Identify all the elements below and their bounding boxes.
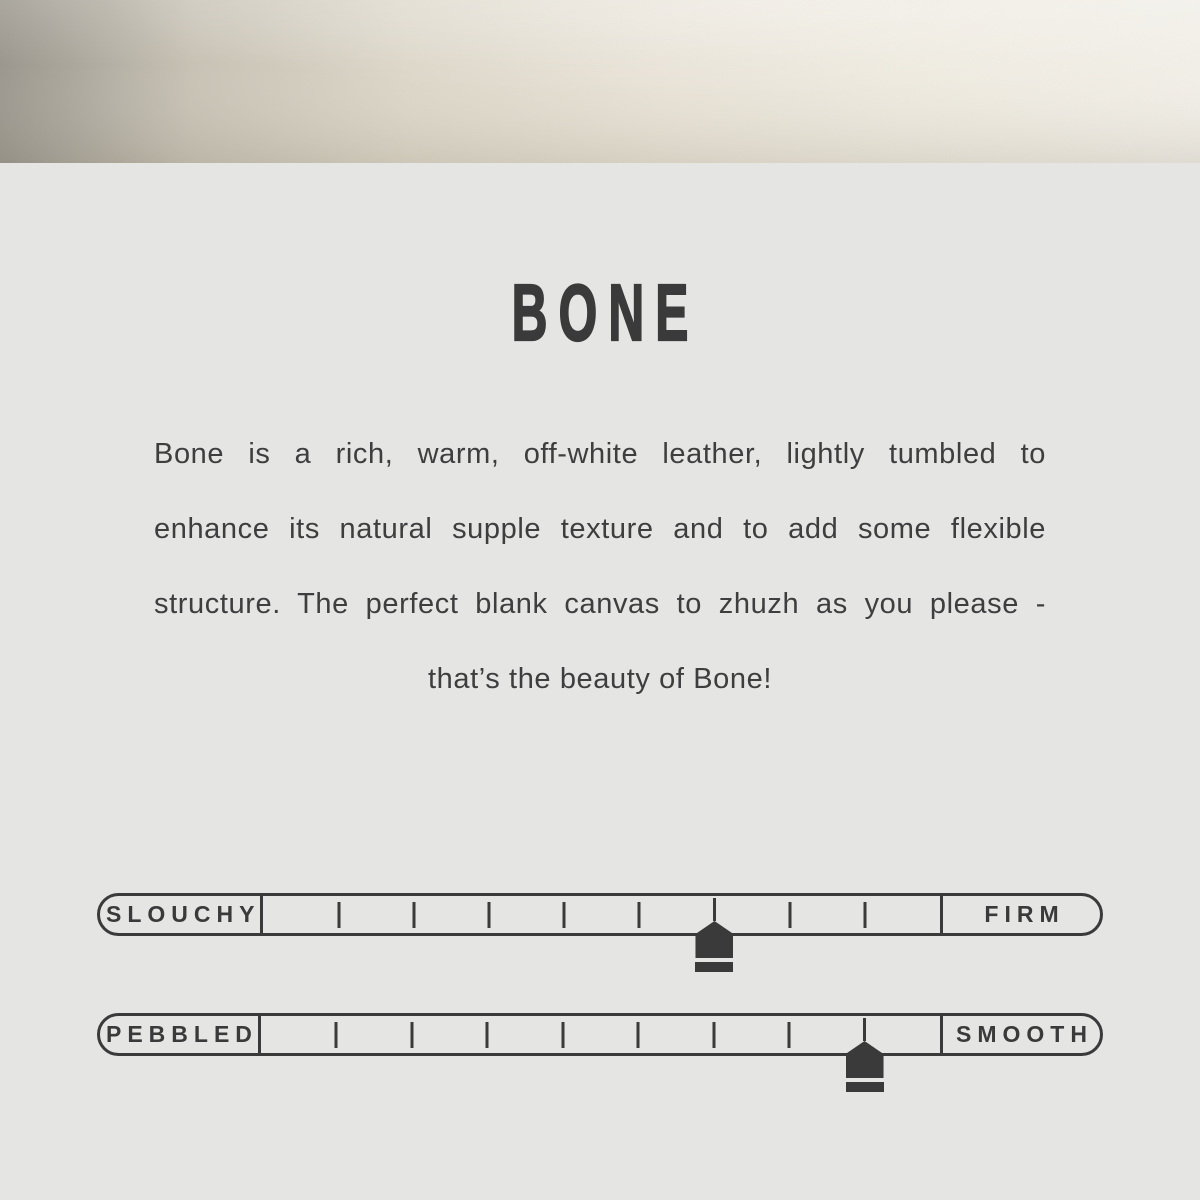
texture-scale-track (261, 1016, 940, 1053)
firmness-marker-indicator (695, 898, 733, 972)
scale-label-pebbled: PEBBLED (100, 1016, 261, 1053)
scale-label-firm: FIRM (940, 896, 1100, 933)
marker-tick (713, 898, 716, 921)
marker-tick (863, 1018, 866, 1041)
leather-texture-image (0, 0, 1200, 163)
scale-label-smooth: SMOOTH (940, 1016, 1100, 1053)
attribute-scales (0, 893, 1200, 1056)
scale-tick (637, 1022, 640, 1048)
firmness-scale-track (263, 896, 940, 933)
scale-tick (486, 1022, 489, 1048)
firmness-scale (97, 893, 1103, 936)
scale-tick (410, 1022, 413, 1048)
leather-description (154, 417, 1046, 717)
scale-tick (335, 1022, 338, 1048)
texture-marker-indicator (846, 1018, 884, 1092)
marker-pointer-icon (695, 921, 733, 958)
leather-texture-graphic (0, 0, 1200, 163)
scale-tick (788, 902, 791, 928)
description-line: enhance its natural supple texture and to add some flexible (154, 513, 1046, 545)
texture-scale (97, 1013, 1103, 1056)
scale-tick (563, 902, 566, 928)
scale-tick (638, 902, 641, 928)
marker-pointer-icon (846, 1041, 884, 1078)
marker-base-bar (846, 1082, 884, 1092)
description-line: Bone is a rich, warm, off-white leather, lightly tumbled to (154, 438, 1046, 470)
scale-tick (412, 902, 415, 928)
page-title: BONE (511, 268, 700, 357)
description-line: that’s the beauty of Bone! (428, 663, 772, 695)
scale-tick (561, 1022, 564, 1048)
scale-tick (712, 1022, 715, 1048)
scale-tick (487, 902, 490, 928)
scale-tick (337, 902, 340, 928)
scale-label-slouchy: SLOUCHY (100, 896, 263, 933)
scale-tick (863, 902, 866, 928)
description-line: structure. The perfect blank canvas to zhuzh as you please - (154, 588, 1046, 620)
marker-base-bar (695, 962, 733, 972)
scale-tick (788, 1022, 791, 1048)
